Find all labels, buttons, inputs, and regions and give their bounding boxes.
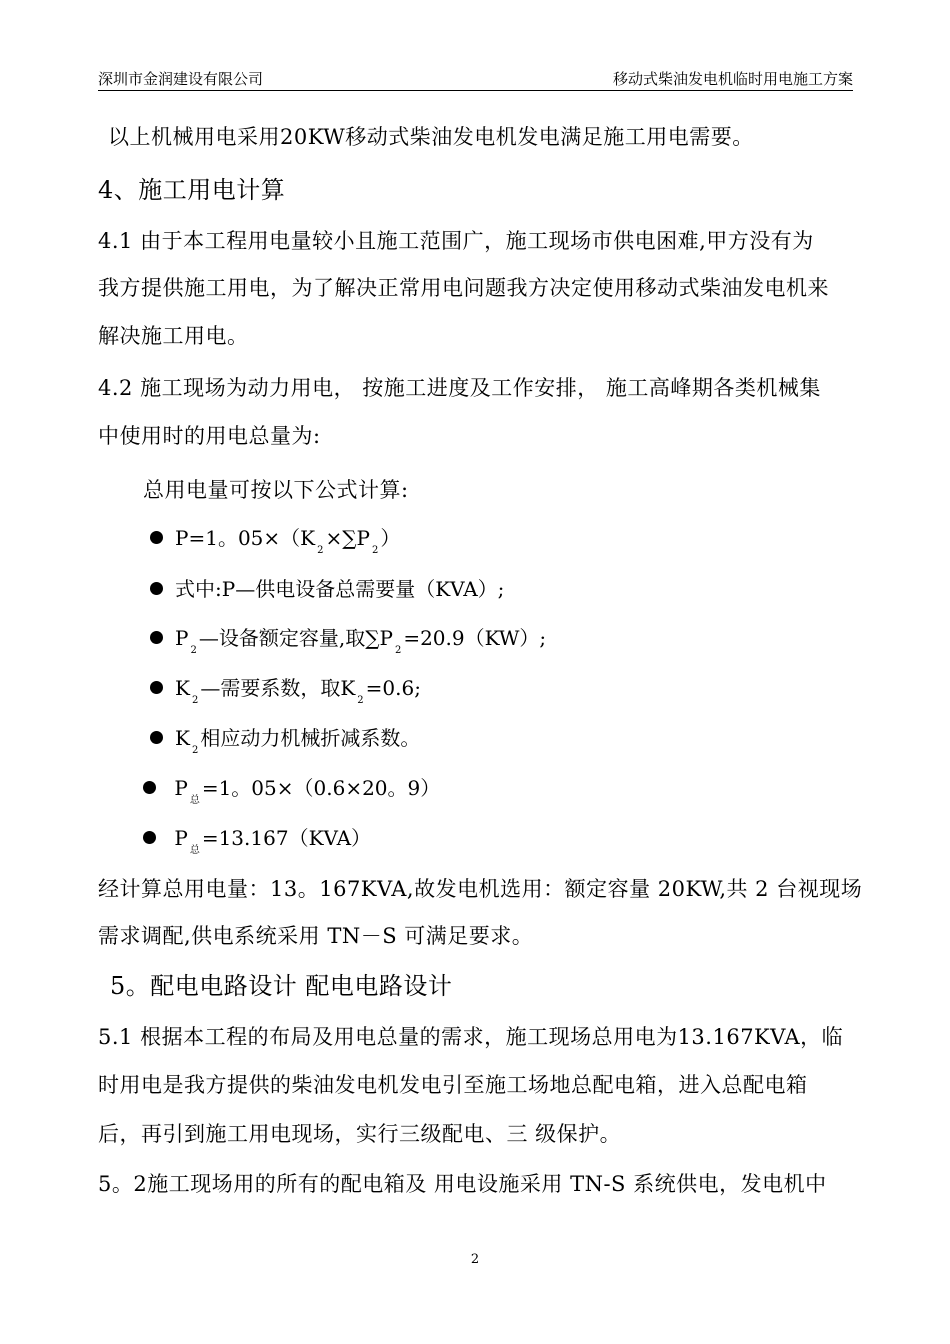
bullet-dot <box>150 631 163 644</box>
para-5-1-line-1: 5.1 根据本工程的布局及用电总量的需求，施工现场总用电为13.167KVA，临 <box>98 1025 844 1049</box>
calc-summary-line-1: 经计算总用电量：13。167KVA,故发电机选用：额定容量 20KW,共 2 台视现场 <box>98 877 863 901</box>
para-4-2-line-1: 4.2 施工现场为动力用电， 按施工进度及工作安排， 施工高峰期各类机械集 <box>98 376 821 400</box>
bullet-definition-p2: $P_2—$设备额定容量,取$\sum P_2=20.9(KW)$; <box>150 622 546 656</box>
bullet-definition-p: 式中:P—供电设备总需要量（KVA）; <box>150 573 504 602</box>
header-company: 深圳市金润建设有限公司 <box>98 70 264 88</box>
para-5-2-line-1: 5。2施工现场用的所有的配电箱及 用电设施采用 TN-S 系统供电，发电机中 <box>98 1172 827 1196</box>
bullet-dot <box>143 781 156 794</box>
formula-intro: 总用电量可按以下公式计算: <box>143 478 409 502</box>
section-heading-5: 5。配电电路设计 配电电路设计 <box>110 972 453 1000</box>
bullet-formula: P=1。$05\times(K_2\times\sum P_2)$ <box>150 522 400 556</box>
calc-summary-line-2: 需求调配,供电系统采用 TN－S 可满足要求。 <box>98 924 534 948</box>
para-5-1-line-2: 时用电是我方提供的柴油发电机发电引至施工场地总配电箱，进入总配电箱 <box>98 1073 808 1097</box>
para-4-1-line-2: 我方提供施工用电，为了解决正常用电问题我方决定使用移动式柴油发电机来 <box>98 276 829 300</box>
bullet-dot <box>143 831 156 844</box>
bullet-dot <box>150 582 163 595</box>
bullet-p-total-calc: $P_总=1$。05×（0.6×20。9） <box>143 772 440 806</box>
para-4-2-line-2: 中使用时的用电总量为: <box>98 424 321 448</box>
para-4-1-line-1: 4.1 由于本工程用电量较小且施工范围广，施工现场市供电困难,甲方没有为 <box>98 229 814 253</box>
bullet-dot <box>150 531 163 544</box>
intro-paragraph: 以上机械用电采用20KW移动式柴油发电机发电满足施工用电需要。 <box>108 125 754 149</box>
para-4-1-line-3: 解决施工用电。 <box>98 324 249 348</box>
bullet-definition-k2: $K_2—$需要系数，取$K_2=0.6$; <box>150 672 421 706</box>
bullet-k2-factor: $K_2$相应动力机械折减系数。 <box>150 722 420 756</box>
page-number: 2 <box>470 1252 480 1267</box>
header-doc-title: 移动式柴油发电机临时用电施工方案 <box>612 70 853 88</box>
bullet-p-total-result: $P_总=13.167(KVA)$ <box>143 822 371 856</box>
page-header <box>98 68 853 91</box>
bullet-dot <box>150 681 163 694</box>
bullet-dot <box>150 731 163 744</box>
para-5-1-line-3: 后，再引到施工用电现场，实行三级配电、三 级保护。 <box>98 1122 622 1146</box>
section-heading-4: 4、施工用电计算 <box>98 176 286 204</box>
